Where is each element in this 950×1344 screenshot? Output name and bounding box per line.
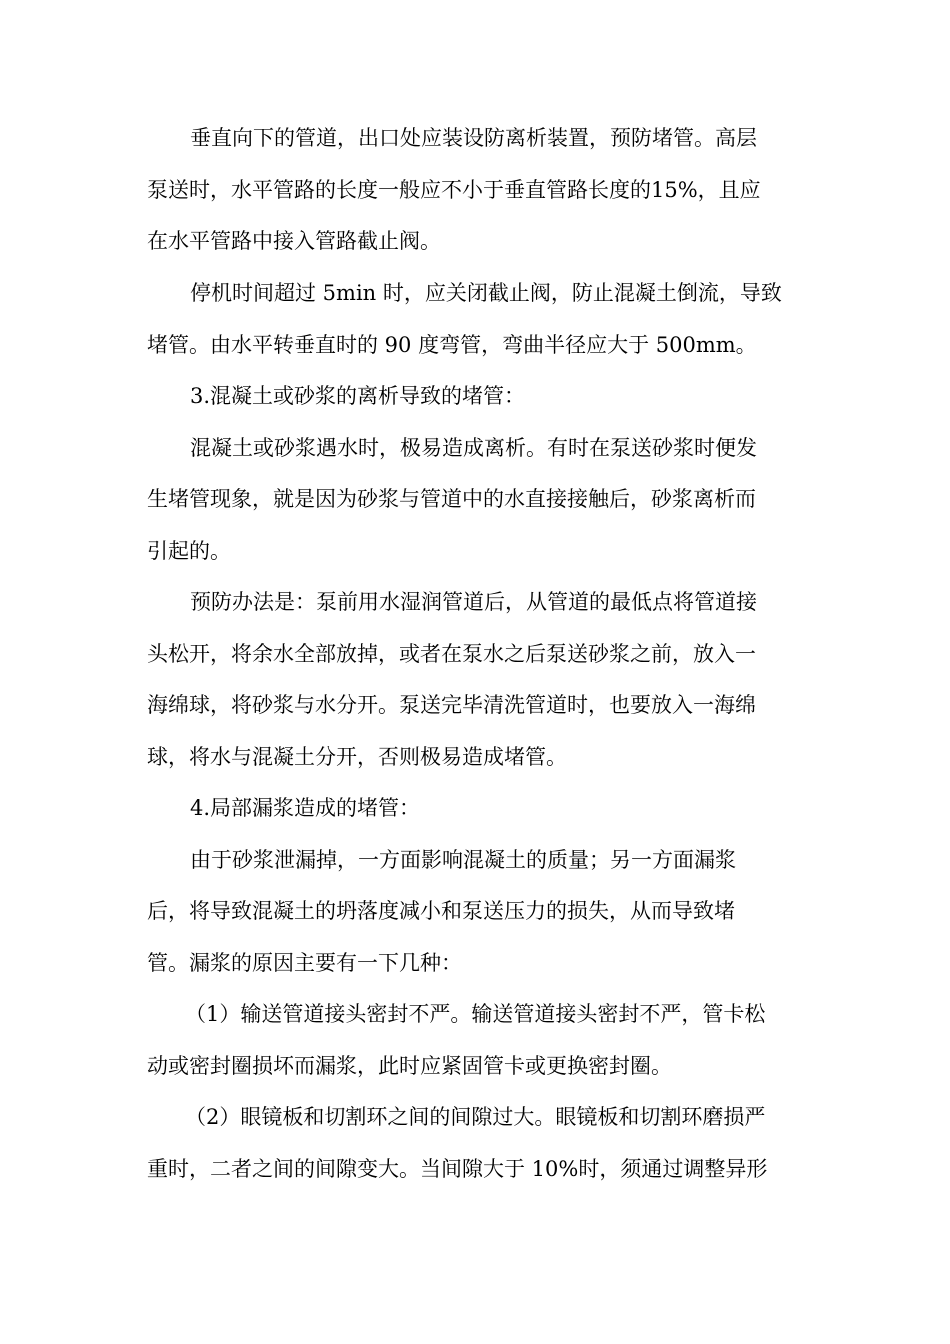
- text-line: 混凝土或砂浆遇水时，极易造成离析。有时在泵送砂浆时便发: [190, 436, 757, 460]
- section-heading: 3.混凝土或砂浆的离析导致的堵管：: [190, 384, 526, 408]
- text-line: 停机时间超过 5min 时，应关闭截止阀，防止混凝土倒流，导致: [190, 281, 782, 305]
- text-line: 重时，二者之间的间隙变大。当间隙大于 10%时，须通过调整异形: [147, 1157, 768, 1181]
- text-line: （1）输送管道接头密封不严。输送管道接头密封不严，管卡松: [185, 1002, 766, 1026]
- text-line: 堵管。由水平转垂直时的 90 度弯管，弯曲半径应大于 500mm。: [147, 333, 757, 357]
- text-line: 头松开，将余水全部放掉，或者在泵水之后泵送砂浆之前，放入一: [147, 642, 756, 666]
- text-line: 生堵管现象，就是因为砂浆与管道中的水直接接触后，砂浆离析而: [147, 487, 756, 511]
- text-line: 由于砂浆泄漏掉，一方面影响混凝土的质量；另一方面漏浆: [190, 848, 736, 872]
- text-line: 海绵球，将砂浆与水分开。泵送完毕清洗管道时，也要放入一海绵: [147, 693, 756, 717]
- text-line: 泵送时，水平管路的长度一般应不小于垂直管路长度的15%，且应: [147, 178, 761, 202]
- text-line: 球，将水与混凝土分开，否则极易造成堵管。: [147, 745, 567, 769]
- text-line: 垂直向下的管道，出口处应装设防离析装置，预防堵管。高层: [190, 126, 757, 150]
- text-line: 动或密封圈损坏而漏浆，此时应紧固管卡或更换密封圈。: [147, 1054, 672, 1078]
- text-line: （2）眼镜板和切割环之间的间隙过大。眼镜板和切割环磨损严: [185, 1105, 766, 1129]
- text-line: 引起的。: [147, 539, 231, 563]
- text-line: 预防办法是：泵前用水湿润管道后，从管道的最低点将管道接: [190, 590, 757, 614]
- text-line: 后，将导致混凝土的坍落度减小和泵送压力的损失，从而导致堵: [147, 899, 735, 923]
- text-line: 管。漏浆的原因主要有一下几种：: [147, 951, 462, 975]
- text-line: 在水平管路中接入管路截止阀。: [147, 229, 441, 253]
- section-heading: 4.局部漏浆造成的堵管：: [190, 796, 421, 820]
